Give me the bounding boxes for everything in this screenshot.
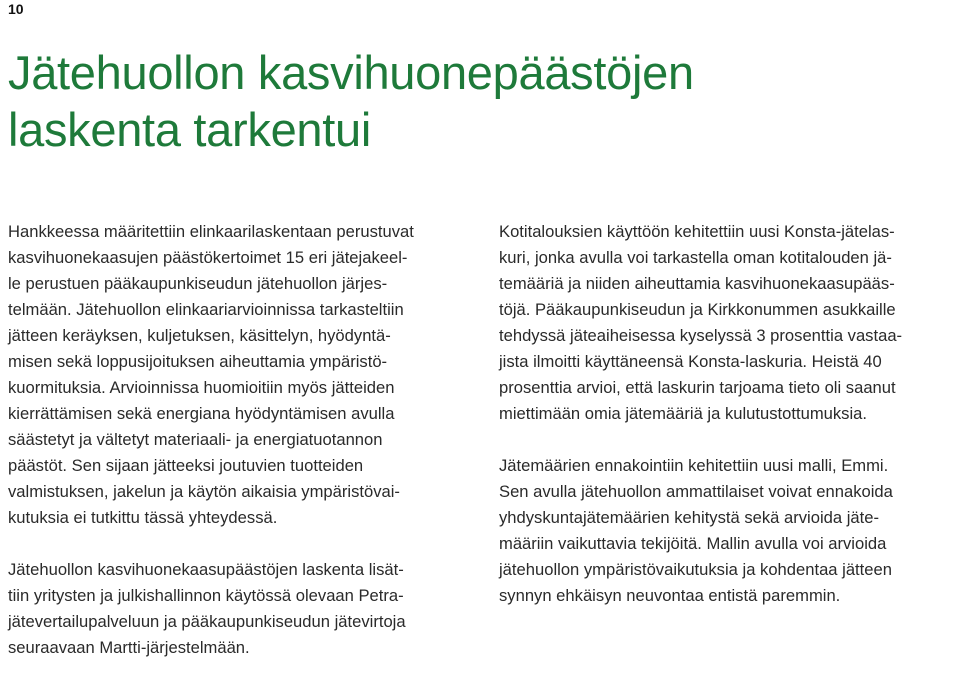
text-line: temääriä ja niiden aiheuttamia kasvihuonekaasupääs- [499, 274, 895, 293]
text-line: kuri, jonka avulla voi tarkastella oman kotitalouden jä- [499, 248, 892, 267]
text-line: päästöt. Sen sijaan jätteeksi joutuvien tuotteiden [8, 456, 364, 475]
text-line: kuormituksia. Arvioinnissa huomioitiin myös jätteiden [8, 378, 395, 397]
text-line: Kotitalouksien käyttöön kehitettiin uusi Konsta-jätelas- [499, 222, 895, 241]
text-line: töjä. Pääkaupunkiseudun ja Kirkkonummen asukkaille [499, 300, 896, 319]
text-line: synnyn ehkäisyn neuvontaa entistä paremmin. [499, 586, 841, 605]
text-line: le perustuen pääkaupunkiseudun jätehuollon järjes- [8, 274, 388, 293]
text-line: jätteen keräyksen, kuljetuksen, käsittelyn, hyödyntä- [8, 326, 391, 345]
text-line: tehdyssä jäteaiheisessa kyselyssä 3 prosenttia vastaa- [499, 326, 903, 345]
text-line: Sen avulla jätehuollon ammattilaiset voivat ennakoida [499, 482, 893, 501]
text-line: prosenttia arvioi, että laskurin tarjoama tieto oli saanut [499, 378, 896, 397]
text-line: tiin yritysten ja julkishallinnon käytössä olevaan Petra- [8, 586, 404, 605]
paragraph [8, 557, 468, 661]
paragraph [8, 219, 468, 531]
text-line: määriin vaikuttavia tekijöitä. Mallin avulla voi arvioida [499, 534, 887, 553]
right-column [499, 219, 951, 635]
text-line: misen sekä loppusijoituksen aiheuttamia ympäristö- [8, 352, 388, 371]
text-line: miettimään omia jätemääriä ja kulutustottumuksia. [499, 404, 867, 423]
text-line: jätevertailupalveluun ja pääkaupunkiseudun jätevirtoja [8, 612, 406, 631]
text-line: jista ilmoitti käyttäneensä Konsta-laskuria. Heistä 40 [499, 352, 882, 371]
page-number: 10 [8, 1, 24, 17]
text-line: säästetyt ja vältetyt materiaali- ja energiatuotannon [8, 430, 383, 449]
text-line: seuraavaan Martti-järjestelmään. [8, 638, 250, 657]
text-line: Jätehuollon kasvihuonekaasupäästöjen laskenta lisät- [8, 560, 404, 579]
text-line: valmistuksen, jakelun ja käytön aikaisia ympäristövai- [8, 482, 400, 501]
text-line: telmään. Jätehuollon elinkaariarvioinnissa tarkasteltiin [8, 300, 404, 319]
title-line-1: Jätehuollon kasvihuonepäästöjen [8, 46, 694, 99]
text-line: Hankkeessa määritettiin elinkaarilaskentaan perustuvat [8, 222, 414, 241]
paragraph [499, 219, 951, 427]
text-line: kierrättämisen sekä energiana hyödyntämisen avulla [8, 404, 395, 423]
text-line: yhdyskuntajätemäärien kehitystä sekä arvioida jäte- [499, 508, 880, 527]
text-line: kasvihuonekaasujen päästökertoimet 15 eri jätejakeel- [8, 248, 408, 267]
left-column [8, 219, 468, 687]
paragraph [499, 453, 951, 609]
title-line-2: laskenta tarkentui [8, 103, 371, 156]
page-title [8, 44, 694, 158]
text-line: jätehuollon ympäristövaikutuksia ja kohdentaa jätteen [499, 560, 892, 579]
text-line: kutuksia ei tutkittu tässä yhteydessä. [8, 508, 278, 527]
text-line: Jätemäärien ennakointiin kehitettiin uusi malli, Emmi. [499, 456, 889, 475]
